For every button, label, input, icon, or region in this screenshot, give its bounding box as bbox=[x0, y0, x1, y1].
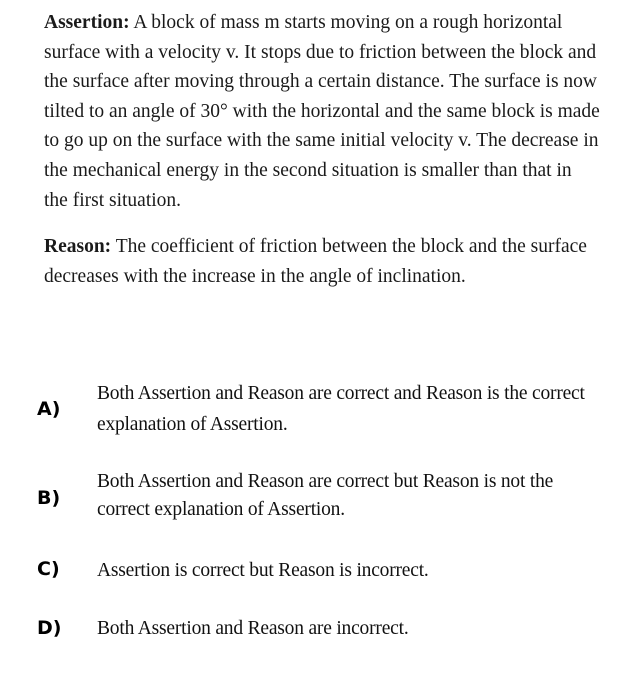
option-d-text: Both Assertion and Reason are incorrect. bbox=[97, 618, 409, 639]
option-b-text: Both Assertion and Reason are correct but Reason is not the correct explanation of Assertion. bbox=[97, 471, 554, 520]
assertion-paragraph bbox=[44, 8, 600, 215]
option-c-label: C) bbox=[37, 558, 60, 580]
reason-paragraph bbox=[44, 232, 600, 291]
option-a-text: Both Assertion and Reason are correct and Reason is the correct explanation of Assertion. bbox=[97, 383, 585, 435]
question-block bbox=[44, 8, 600, 291]
option-a-label: A) bbox=[37, 398, 61, 420]
assertion-text: A block of mass m starts moving on a rough horizontal surface with a velocity v. It stops due to friction between the block and the surface after moving through a certain distance. The surface is now tilted to an angle of 30° with the horizontal and the same block is made to go up on the surface with the same initial velocity v. The decrease in the mechanical energy in the second situation is smaller than that in the first situation. bbox=[44, 12, 600, 211]
option-d-label: D) bbox=[37, 617, 62, 639]
reason-label: Reason: bbox=[44, 236, 112, 258]
option-c-text: Assertion is correct but Reason is incorrect. bbox=[97, 560, 429, 581]
option-b-label: B) bbox=[37, 487, 61, 509]
assertion-label: Assertion: bbox=[44, 12, 130, 33]
reason-text: The coefficient of friction between the block and the surface decreases with the increase in the angle of inclination. bbox=[44, 236, 587, 287]
